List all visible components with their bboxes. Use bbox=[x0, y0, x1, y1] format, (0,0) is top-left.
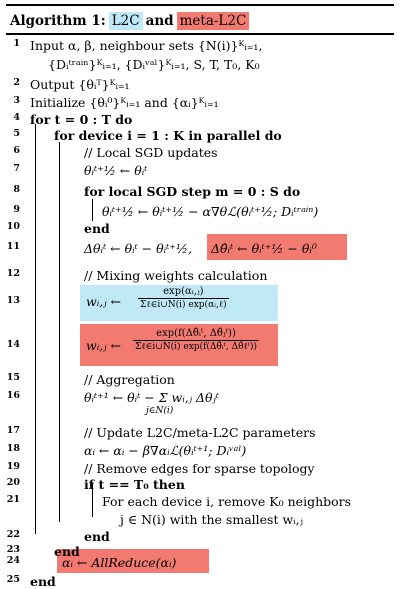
line-number: 18 bbox=[6, 443, 20, 454]
line-text-highlight: Δθ̂ᵢᵗ ← θᵢᵗ⁺½ − θᵢ⁰ bbox=[211, 241, 317, 256]
line-lhs: wᵢ,ⱼ ← bbox=[86, 338, 121, 353]
line-text: end bbox=[84, 529, 110, 544]
line-text: for t = 0 : T do bbox=[30, 112, 133, 127]
line-text: θᵢᵗ⁺½ ← θᵢᵗ bbox=[84, 163, 148, 178]
line-text: Output {θᵢᵀ}ᴷᵢ₌₁ bbox=[30, 77, 130, 92]
line-number: 3 bbox=[13, 95, 20, 106]
line-number: 8 bbox=[13, 184, 20, 195]
fraction-numerator: exp(αᵢ,ⱼ) bbox=[138, 286, 229, 299]
line-number: 21 bbox=[6, 494, 20, 505]
line-text: θᵢᵗ⁺¹ ← θᵢᵗ − Σ wᵢ,ⱼ Δθⱼᵗ bbox=[84, 390, 219, 405]
fraction-13 bbox=[138, 286, 229, 311]
for-device-block-bar bbox=[59, 142, 60, 522]
algorithm-title bbox=[10, 12, 252, 30]
line-text: // Remove edges for sparse topology bbox=[84, 461, 315, 476]
top-rule bbox=[6, 4, 394, 6]
algorithm-box bbox=[6, 4, 394, 589]
fraction-14 bbox=[133, 328, 259, 353]
line-number: 24 bbox=[6, 555, 20, 566]
fraction-denominator: Σℓ∈i∪N(i) exp(αᵢ,ℓ) bbox=[140, 300, 227, 310]
line-number: 23 bbox=[6, 544, 20, 555]
line-number: 15 bbox=[6, 372, 20, 383]
line-text: // Update L2C/meta-L2C parameters bbox=[84, 425, 316, 440]
line-text: αᵢ ← αᵢ − β∇αᵢℒ(θᵢᵗ⁺¹; Dᵢᵛᵃˡ) bbox=[84, 443, 247, 458]
line-text: if t == T₀ then bbox=[84, 477, 185, 492]
title-meta-badge: meta-L2C bbox=[177, 12, 250, 30]
line-number: 1 bbox=[13, 38, 20, 49]
line-text: for local SGD step m = 0 : S do bbox=[84, 184, 301, 199]
line-number: 25 bbox=[6, 574, 20, 585]
line-text: For each device i, remove K₀ neighbors bbox=[102, 494, 352, 509]
line-number: 22 bbox=[6, 529, 20, 540]
line-number: 2 bbox=[13, 77, 20, 88]
line-number: 19 bbox=[6, 461, 20, 472]
fraction-denominator: Σℓ∈i∪N(i) exp(f(Δθ̂ᵢᵗ, Δθ̂ℓᵗ)) bbox=[135, 342, 258, 352]
line-number: 5 bbox=[13, 128, 20, 139]
title-conj: and bbox=[145, 13, 174, 29]
line-text: for device i = 1 : K in parallel do bbox=[54, 128, 282, 143]
line-text: θᵢᵗ⁺½ ← θᵢᵗ⁺½ − α∇θℒ(θᵢᵗ⁺½; Dᵢᵗʳᵃⁱⁿ) bbox=[102, 204, 319, 219]
line-text: // Local SGD updates bbox=[84, 145, 218, 160]
line-text: Δθᵢᵗ ← θᵢᵗ − θᵢᵗ⁺½, bbox=[84, 241, 192, 256]
sum-subscript: j∈N(i) bbox=[146, 406, 174, 416]
line-number: 10 bbox=[6, 221, 20, 232]
line-text: {Dᵢᵗʳᵃⁱⁿ}ᴷᵢ₌₁, {Dᵢᵛᵃˡ}ᴷᵢ₌₁, S, T, T₀, K₀ bbox=[48, 57, 260, 72]
title-l2c-badge: L2C bbox=[109, 12, 143, 30]
line-number: 20 bbox=[6, 477, 20, 488]
line-number: 12 bbox=[6, 268, 20, 279]
line-text: Input α, β, neighbour sets {N(i)}ᴷᵢ₌₁, bbox=[30, 38, 263, 53]
line-number: 7 bbox=[13, 163, 20, 174]
line-text: j ∈ N(i) with the smallest wᵢ,ⱼ bbox=[120, 512, 303, 527]
line-text: end bbox=[30, 574, 56, 589]
line-number: 9 bbox=[13, 204, 20, 215]
fraction-numerator: exp(f(Δθ̂ᵢᵗ, Δθ̂ⱼᵗ)) bbox=[133, 328, 259, 341]
line-number: 4 bbox=[13, 112, 20, 123]
line-number: 14 bbox=[6, 339, 20, 350]
for-t-block-bar bbox=[35, 124, 36, 534]
line-number: 16 bbox=[6, 390, 20, 401]
line-text: Initialize {θᵢ⁰}ᴷᵢ₌₁ and {αᵢ}ᴷᵢ₌₁ bbox=[30, 95, 219, 110]
title-prefix: Algorithm 1: bbox=[10, 13, 106, 29]
for-sgd-block-bar bbox=[92, 199, 93, 221]
line-text: // Mixing weights calculation bbox=[84, 268, 268, 283]
line-lhs: wᵢ,ⱼ ← bbox=[86, 294, 121, 309]
line-text: αᵢ ← AllReduce(αᵢ) bbox=[62, 555, 177, 570]
line-number: 13 bbox=[6, 295, 20, 306]
title-rule bbox=[6, 33, 394, 35]
line-text: end bbox=[84, 221, 110, 236]
line-number: 17 bbox=[6, 425, 20, 436]
line-number: 6 bbox=[13, 145, 20, 156]
line-text: end bbox=[54, 544, 80, 559]
line-number: 11 bbox=[6, 241, 20, 252]
line-text: // Aggregation bbox=[84, 372, 175, 387]
